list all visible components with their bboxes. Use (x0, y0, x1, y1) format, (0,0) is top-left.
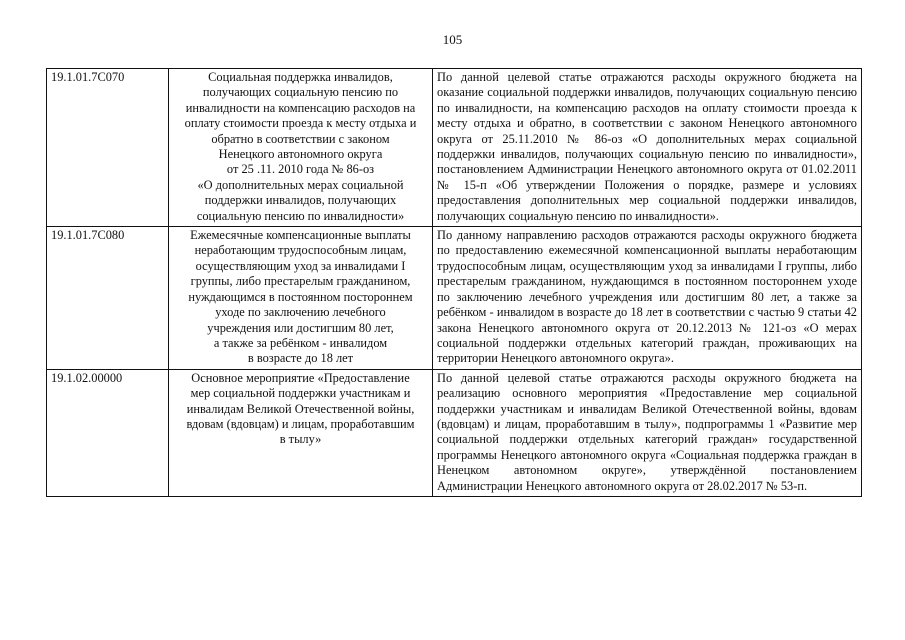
budget-classification-table (46, 68, 862, 497)
target-article-description-text: По данной целевой статье отражаются расходы окружного бюджета на оказание социальной поддержки инвалидов, получающих социальную пенсию по инвалидности, на компенсацию расходов на оплату стоимости проезда к месту отдыха и обратно, в соответствии с законом Ненецкого автономного округа от 25.11.2010 № 86-оз «О дополнительных мерах социальной поддержки инвалидов, получающих социальную пенсию по инвалидности», постановлением Администрации Ненецкого автономного округа от 01.02.2011 № 15-п «Об утверждении Положения о порядке, размере и условиях предоставления дополнительных мер социальной поддержки инвалидов, получающих социальную пенсию по инвалидности». (437, 70, 857, 223)
target-article-name-text: Ежемесячные компенсационные выплаты неработающим трудоспособным лицам, осуществляющим уход за инвалидами I группы, либо престарелым гражданином, нуждающимся в постоянном постороннем уходе по заключению лечебного учреждения или достигшим 80 лет, а также за ребёнком - инвалидом в возрасте до 18 лет (188, 228, 413, 366)
target-article-name (169, 369, 433, 496)
page-number: 105 (442, 32, 463, 47)
table-row (47, 69, 862, 227)
target-article-description (433, 69, 862, 227)
target-article-description (433, 227, 862, 370)
target-article-code: 19.1.01.7С070 (47, 69, 169, 227)
target-article-description (433, 369, 862, 496)
target-article-code: 19.1.01.7С080 (47, 227, 169, 370)
table-row (47, 369, 862, 496)
target-article-description-text: По данному направлению расходов отражаются расходы окружного бюджета по предоставлению ежемесячной компенсационной выплаты неработающим трудоспособным лицам, осуществляющим уход за инвалидами I группы, либо престарелым гражданином, нуждающимся в постоянном постороннем уходе по заключению лечебного учреждения или достигшим 80 лет, а также за ребёнком - инвалидом в возрасте до 18 лет в соответствии с частью 9 статьи 42 закона Ненецкого автономного округа от 20.12.2013 № 121-оз «О мерах социальной поддержки отдельных категорий граждан, проживающих на территории Ненецкого автономного округа». (437, 228, 857, 366)
target-article-name-text: Основное мероприятие «Предоставление мер социальной поддержки участникам и инвалидам Великой Отечественной войны, вдовам (вдовцам) и лицам, проработавшим в тылу» (186, 370, 415, 447)
target-article-name (169, 227, 433, 370)
target-article-description-text: По данной целевой статье отражаются расходы окружного бюджета на реализацию основного мероприятия «Предоставление мер социальной поддержки участникам и инвалидам Великой Отечественной войны, вдовам (вдовцам) и лицам, проработавшим в тылу», подпрограммы 1 «Развитие мер социальной поддержки отдельных категорий граждан» государственной программы Ненецкого автономного округа «Социальная поддержка граждан в Ненецком автономном округе», утверждённой постановлением Администрации Ненецкого автономного округа от 28.02.2017 № 53-п. (437, 370, 857, 493)
table-row (47, 227, 862, 370)
target-article-code: 19.1.02.00000 (47, 369, 169, 496)
target-article-name (169, 69, 433, 227)
target-article-name-text: Социальная поддержка инвалидов, получающих социальную пенсию по инвалидности на компенсацию расходов на оплату стоимости проезда к месту отдыха и обратно в соответствии с законом Ненецкого автономного округа от 25 .11. 2010 года № 86-оз «О дополнительных мерах социальной поддержки инвалидов, получающих социальную пенсию по инвалидности» (184, 70, 417, 223)
